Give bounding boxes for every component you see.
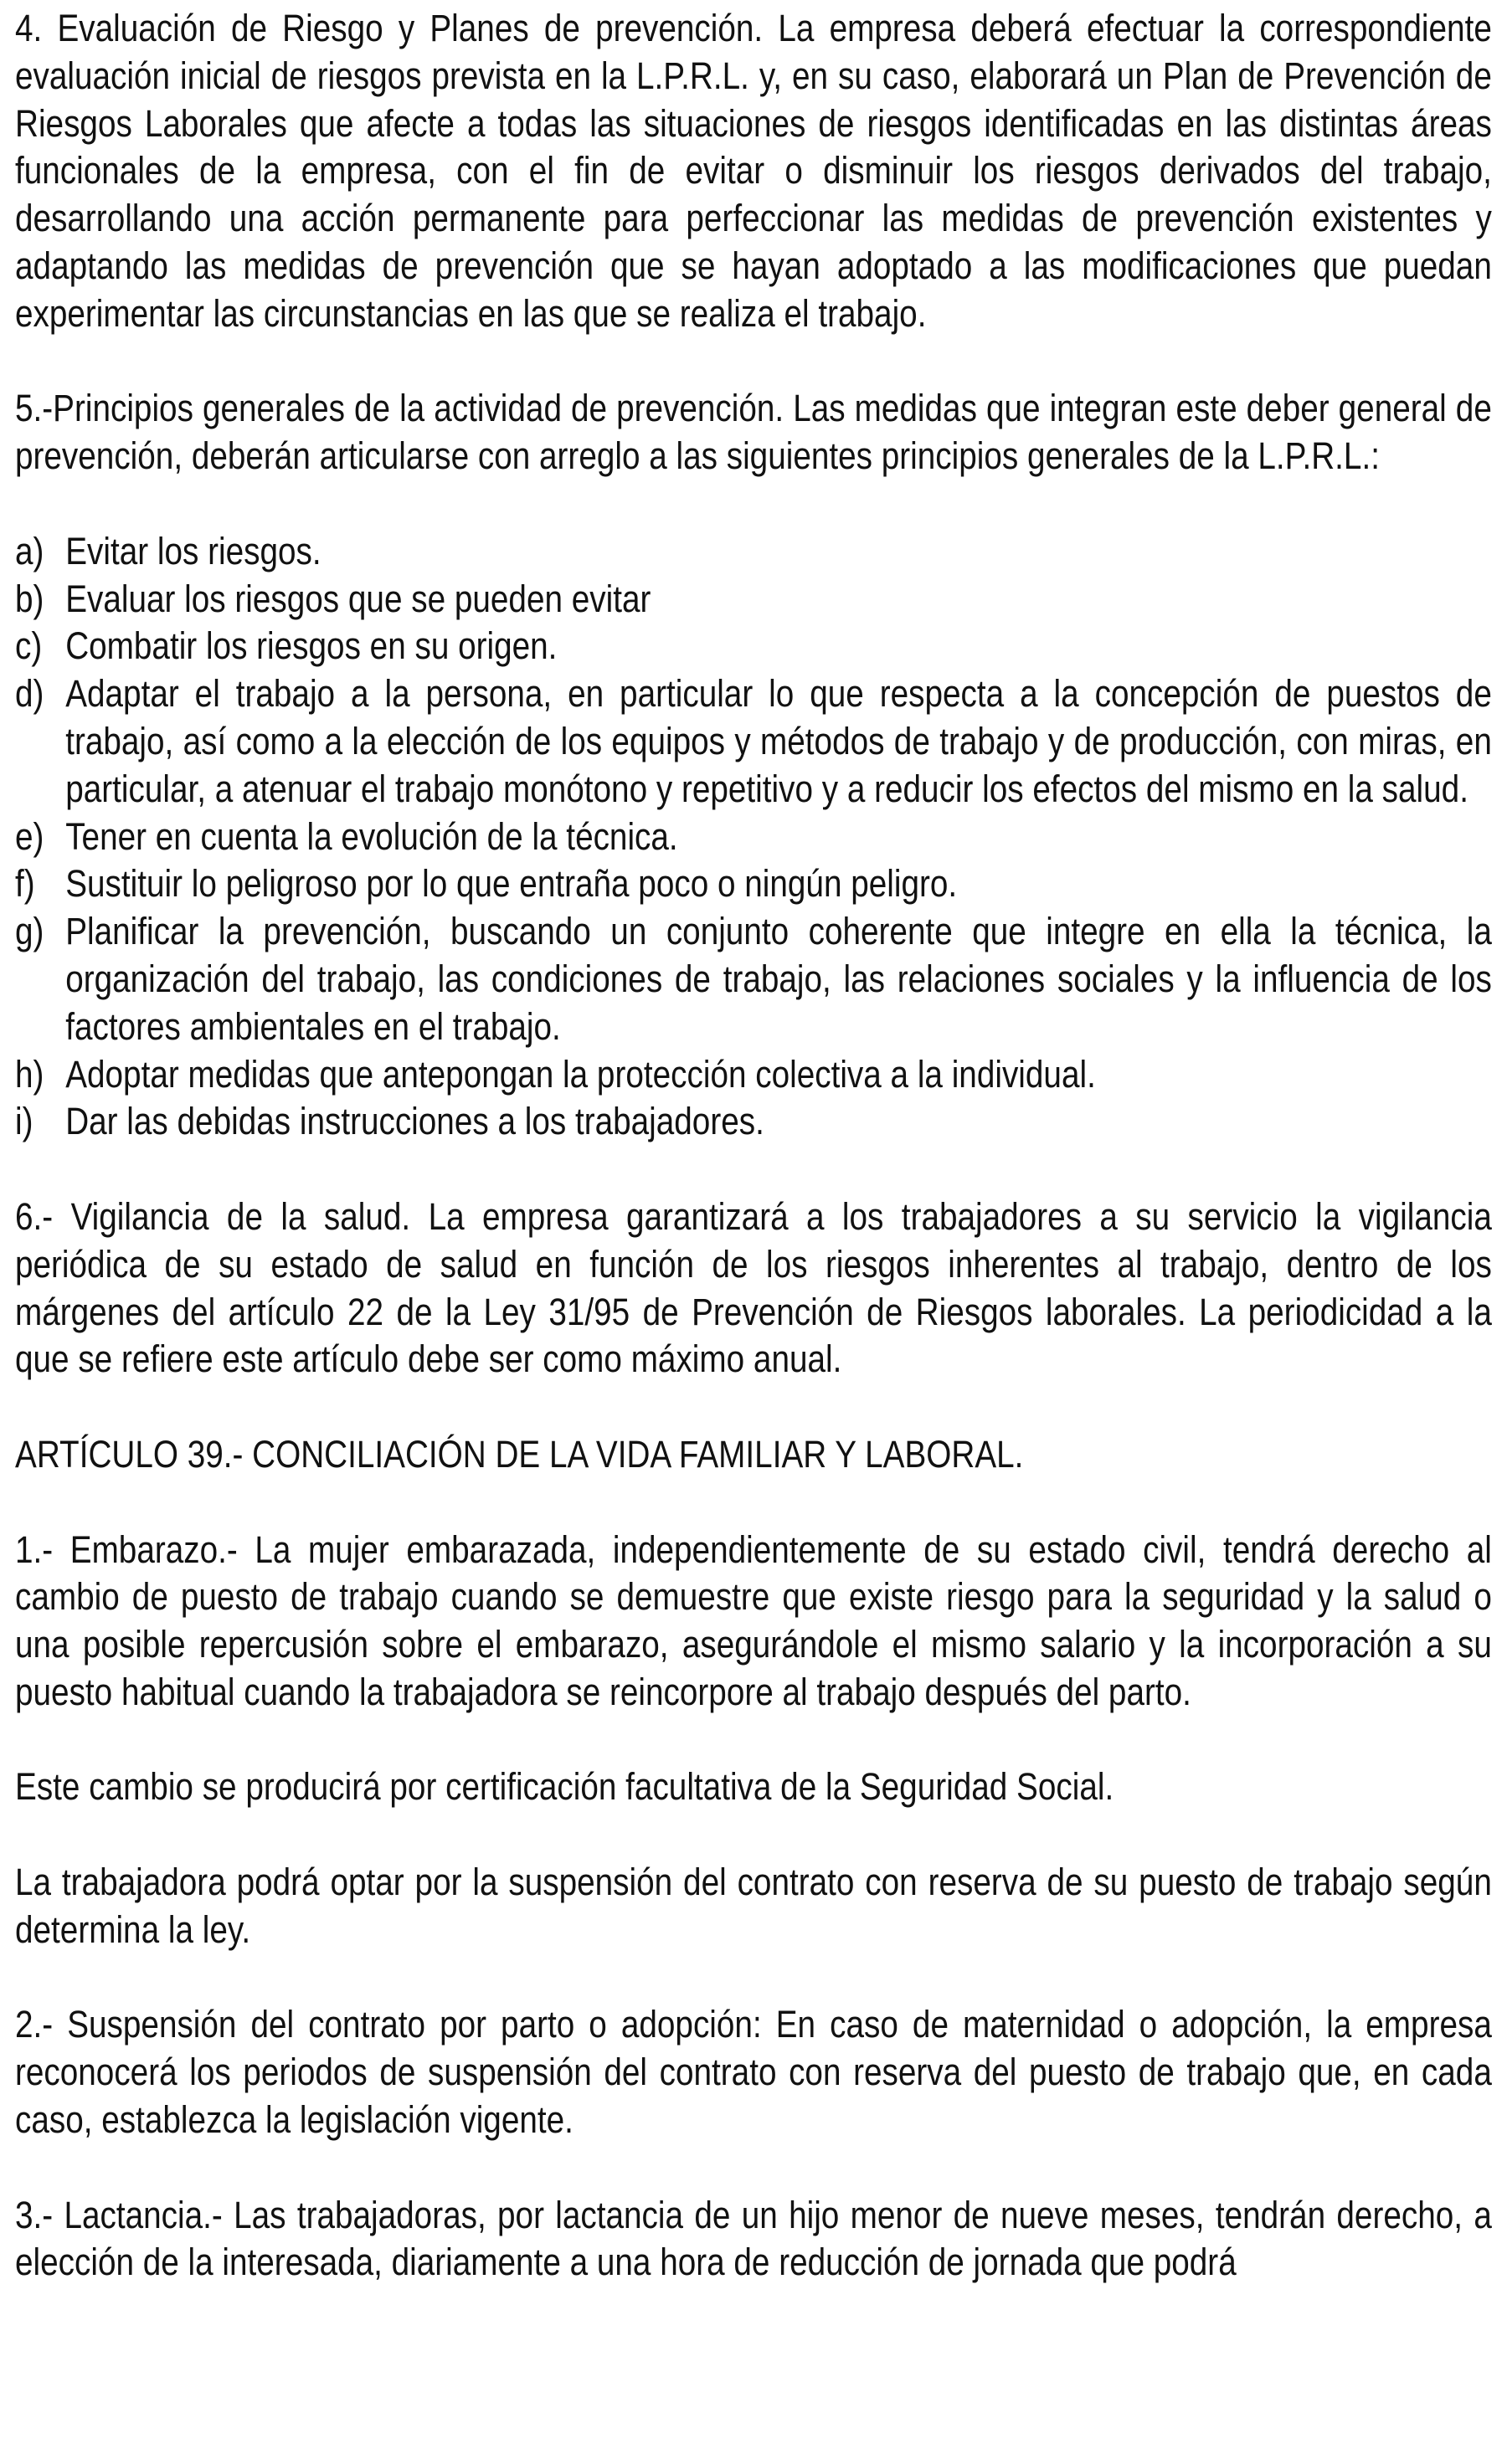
list-item — [15, 814, 1492, 861]
list-item-text: Dar las debidas instrucciones a los trabajadores. — [65, 1100, 764, 1143]
list-item-text: Adoptar medidas que antepongan la protección colectiva a la individual. — [65, 1052, 1096, 1096]
list-marker: f) — [15, 862, 35, 906]
document-page — [15, 5, 1492, 2287]
list-item — [15, 1051, 1492, 1099]
list-item-text: Adaptar el trabajo a la persona, en particular lo que respecta a la concepción de puestos de trabajo, así como a la elección de los equipos y métodos de trabajo y de producción, con miras, en particular, a atenuar el trabajo monótono y repetitivo y a reducir los efectos del mismo en la salud. — [65, 672, 1492, 810]
list-item-text: Evitar los riesgos. — [65, 529, 321, 572]
list-marker: d) — [15, 672, 44, 716]
list-item-text: Tener en cuenta la evolución de la técnica. — [65, 814, 678, 858]
list-item-text: Sustituir lo peligroso por lo que entraña poco o ningún peligro. — [65, 862, 958, 906]
list-marker: e) — [15, 814, 44, 858]
paragraph-certification: Este cambio se producirá por certificación facultativa de la Seguridad Social. — [15, 1765, 1114, 1809]
article-39-heading: ARTÍCULO 39.- CONCILIACIÓN DE LA VIDA FAMILIAR Y LABORAL. — [15, 1432, 1024, 1476]
list-marker: c) — [15, 624, 43, 668]
list-marker: h) — [15, 1052, 44, 1096]
list-item — [15, 576, 1492, 624]
list-marker: g) — [15, 910, 44, 953]
paragraph-health-surveillance: 6.- Vigilancia de la salud. La empresa garantizará a los trabajadores a su servicio la vigilancia periódica de su estado de salud en función de los riesgos inherentes al trabajo, dentro de los márgenes del artículo 22 de la Ley 31/95 de Prevención de Riesgos laborales. La periodicidad a la que se refiere este artículo debe ser como máximo anual. — [15, 1194, 1492, 1381]
list-item-text: Combatir los riesgos en su origen. — [65, 624, 558, 668]
list-item — [15, 528, 1492, 576]
list-item — [15, 860, 1492, 908]
list-marker: i) — [15, 1100, 33, 1143]
paragraph-suspension-option: La trabajadora podrá optar por la suspensión del contrato con reserva de su puesto de trabajo según determina la ley. — [15, 1861, 1492, 1951]
list-item-text: Planificar la prevención, buscando un conjunto coherente que integre en ella la técnica, la organización del trabajo, las condiciones de trabajo, las relaciones sociales y la influencia de los factores ambientales en el trabajo. — [65, 910, 1492, 1048]
principles-list — [15, 528, 1492, 1146]
paragraph-prevention-principles: 5.-Principios generales de la actividad de prevención. Las medidas que integran este deber general de prevención, deberán articularse con arreglo a las siguientes principios generales de la L.P.R.L.: — [15, 387, 1492, 478]
paragraph-birth-adoption: 2.- Suspensión del contrato por parto o adopción: En caso de maternidad o adopción, la empresa reconocerá los periodos de suspensión del contrato con reserva del puesto de trabajo que, en cada caso, establezca la legislación vigente. — [15, 2003, 1492, 2142]
paragraph-breastfeeding: 3.- Lactancia.- Las trabajadoras, por lactancia de un hijo menor de nueve meses, tendrán derecho, a elección de la interesada, diariamente a una hora de reducción de jornada que podrá — [15, 2193, 1492, 2284]
paragraph-pregnancy: 1.- Embarazo.- La mujer embarazada, independientemente de su estado civil, tendrá derecho al cambio de puesto de trabajo cuando se demuestre que existe riesgo para la seguridad y la salud o una posible repercusión sobre el embarazo, asegurándole el mismo salario y la incorporación a su puesto habitual cuando la trabajadora se reincorpore al trabajo después del parto. — [15, 1527, 1492, 1713]
list-marker: b) — [15, 577, 44, 620]
list-item — [15, 670, 1492, 813]
paragraph-risk-evaluation: 4. Evaluación de Riesgo y Planes de prevención. La empresa deberá efectuar la correspondiente evaluación inicial de riesgos prevista en la L.P.R.L. y, en su caso, elaborará un Plan de Prevención de Riesgos Laborales que afecte a todas las situaciones de riesgos identificadas en las distintas áreas funcionales de la empresa, con el fin de evitar o disminuir los riesgos derivados del trabajo, desarrollando una acción permanente para perfeccionar las medidas de prevención existentes y adaptando las medidas de prevención que se hayan adoptado a las modificaciones que puedan experimentar las circunstancias en las que se realiza el trabajo. — [15, 7, 1492, 335]
list-item — [15, 623, 1492, 670]
list-item — [15, 1098, 1492, 1146]
list-marker: a) — [15, 529, 44, 572]
list-item — [15, 908, 1492, 1050]
list-item-text: Evaluar los riesgos que se pueden evitar — [65, 577, 651, 620]
